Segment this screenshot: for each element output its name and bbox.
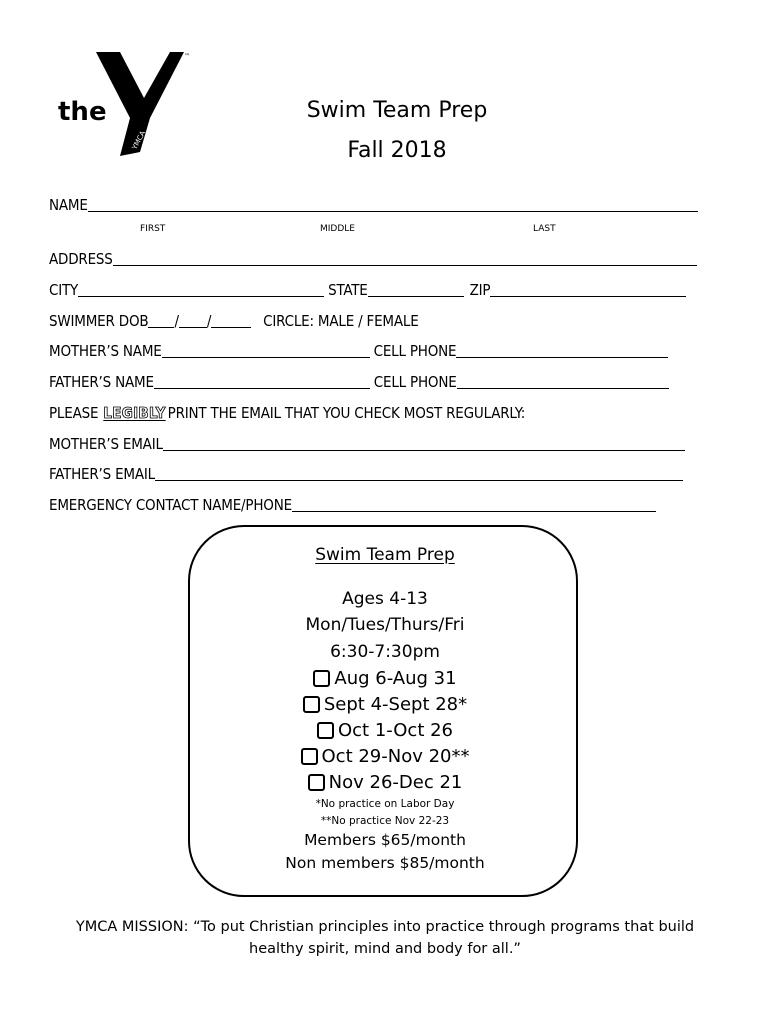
legibly-emphasis: LEGIBLY bbox=[103, 404, 166, 422]
mother-email-label: MOTHER’S EMAIL bbox=[49, 435, 163, 453]
mission-line-1: YMCA MISSION: “To put Christian principles into practice through programs that build bbox=[75, 919, 695, 935]
zip-label: ZIP bbox=[469, 281, 491, 299]
middle-sublabel: MIDDLE bbox=[320, 224, 355, 234]
session-label: Oct 1-Oct 26 bbox=[337, 720, 454, 741]
emergency-field[interactable] bbox=[292, 495, 656, 512]
mission-line-2: healthy spirit, mind and body for all.” bbox=[249, 941, 521, 957]
father-email-field[interactable] bbox=[155, 464, 683, 481]
father-cell-field[interactable] bbox=[457, 372, 669, 389]
svg-text:the: the bbox=[58, 97, 107, 127]
emergency-label: EMERGENCY CONTACT NAME/PHONE bbox=[49, 496, 292, 514]
session-label: Nov 26-Dec 21 bbox=[328, 772, 463, 793]
dob-row bbox=[49, 308, 419, 330]
email-instruction bbox=[49, 400, 525, 422]
program-time: 6:30-7:30pm bbox=[330, 642, 440, 662]
checkbox-icon[interactable] bbox=[317, 722, 334, 739]
father-name-label: FATHER’S NAME bbox=[49, 373, 154, 391]
zip-field[interactable] bbox=[490, 280, 686, 297]
mother-cell-label: CELL PHONE bbox=[373, 342, 457, 360]
mother-name-label: MOTHER’S NAME bbox=[49, 342, 162, 360]
session-option[interactable] bbox=[188, 720, 582, 741]
father-name-field[interactable] bbox=[154, 372, 370, 389]
email-instruction-prefix: PLEASE bbox=[49, 404, 99, 422]
email-instruction-suffix: PRINT THE EMAIL THAT YOU CHECK MOST REGULARLY: bbox=[167, 404, 526, 422]
mother-email-field[interactable] bbox=[163, 434, 685, 451]
gender-label: CIRCLE: MALE / FEMALE bbox=[263, 312, 419, 330]
dob-label: SWIMMER DOB bbox=[49, 312, 149, 330]
address-row bbox=[49, 246, 697, 268]
mother-cell-field[interactable] bbox=[456, 341, 668, 358]
nonmembers-price: Non members $85/month bbox=[285, 854, 485, 872]
dob-year-field[interactable] bbox=[211, 311, 251, 328]
session-label: Sept 4-Sept 28* bbox=[323, 694, 468, 715]
city-label: CITY bbox=[49, 281, 79, 299]
program-title: Swim Team Prep bbox=[315, 545, 455, 565]
father-email-label: FATHER’S EMAIL bbox=[49, 465, 155, 483]
name-row bbox=[49, 192, 698, 214]
session-option[interactable] bbox=[188, 694, 582, 715]
address-field[interactable] bbox=[113, 249, 697, 266]
name-label: NAME bbox=[49, 196, 88, 214]
november-note: **No practice Nov 22-23 bbox=[320, 815, 450, 827]
dob-separator: / bbox=[174, 312, 179, 330]
page-subtitle: Fall 2018 bbox=[347, 138, 447, 163]
father-name-row bbox=[49, 369, 669, 391]
checkbox-icon[interactable] bbox=[308, 774, 325, 791]
program-days: Mon/Tues/Thurs/Fri bbox=[305, 615, 465, 635]
checkbox-icon[interactable] bbox=[313, 670, 330, 687]
svg-text:YMCA: YMCA bbox=[130, 129, 148, 151]
mother-email-row bbox=[49, 431, 685, 453]
checkbox-icon[interactable] bbox=[301, 748, 318, 765]
session-option[interactable] bbox=[188, 668, 582, 689]
dob-month-field[interactable] bbox=[148, 311, 174, 328]
father-email-row bbox=[49, 461, 683, 483]
svg-text:™: ™ bbox=[184, 53, 190, 60]
session-option[interactable] bbox=[188, 772, 582, 793]
city-field[interactable] bbox=[78, 280, 324, 297]
page-title: Swim Team Prep bbox=[306, 98, 488, 123]
name-field[interactable] bbox=[88, 195, 698, 212]
first-sublabel: FIRST bbox=[140, 224, 166, 234]
city-state-zip-row bbox=[49, 277, 686, 299]
dob-day-field[interactable] bbox=[179, 311, 207, 328]
members-price: Members $65/month bbox=[304, 831, 466, 849]
last-sublabel: LAST bbox=[533, 224, 556, 234]
mother-name-row bbox=[49, 338, 668, 360]
state-field[interactable] bbox=[368, 280, 464, 297]
mother-name-field[interactable] bbox=[162, 341, 370, 358]
session-option[interactable] bbox=[188, 746, 582, 767]
dob-separator: / bbox=[206, 312, 212, 330]
program-ages: Ages 4-13 bbox=[342, 589, 428, 609]
session-label: Oct 29-Nov 20** bbox=[321, 746, 470, 767]
session-label: Aug 6-Aug 31 bbox=[334, 668, 457, 689]
labor-day-note: *No practice on Labor Day bbox=[315, 798, 455, 810]
father-cell-label: CELL PHONE bbox=[373, 373, 457, 391]
state-label: STATE bbox=[328, 281, 368, 299]
checkbox-icon[interactable] bbox=[303, 696, 320, 713]
address-label: ADDRESS bbox=[49, 250, 113, 268]
emergency-row bbox=[49, 492, 656, 514]
